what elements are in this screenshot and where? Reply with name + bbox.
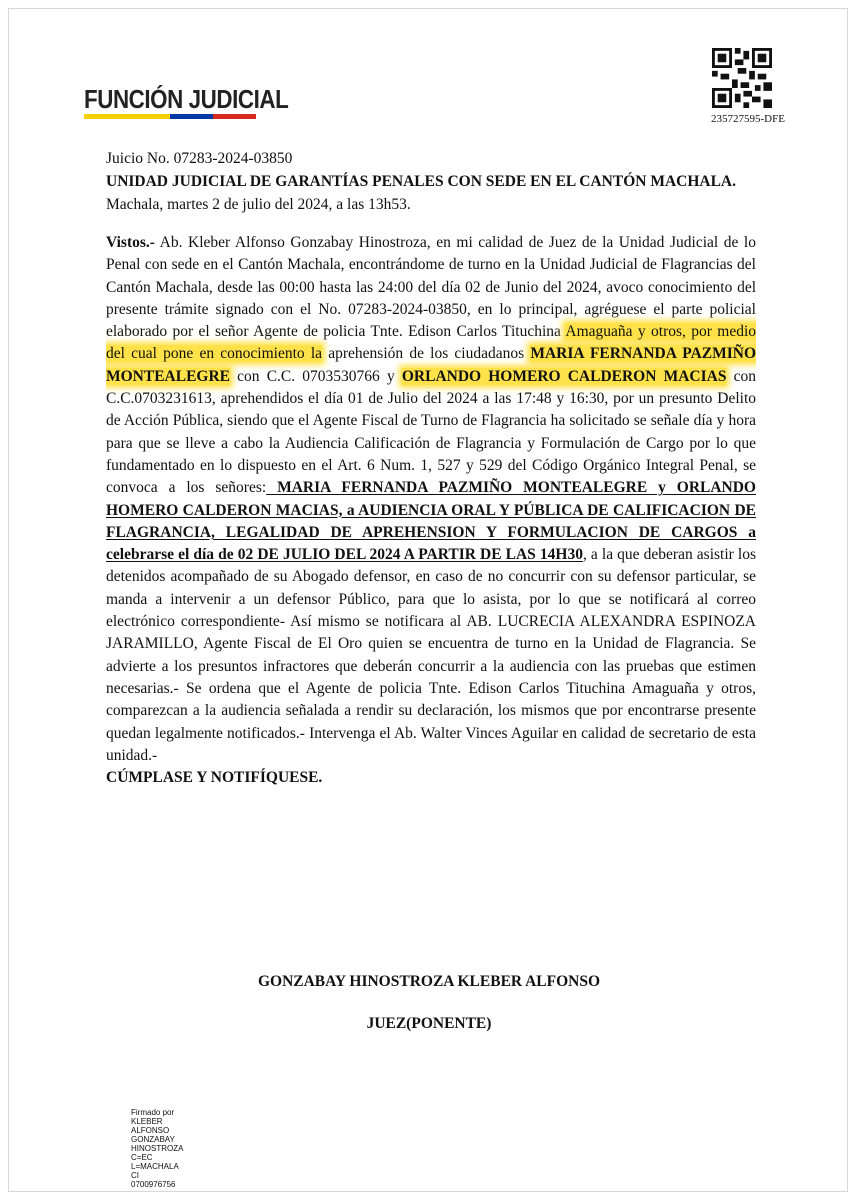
stamp-line: HINOSTROZA [131,1144,184,1153]
court-name: UNIDAD JUDICIAL DE GARANTÍAS PENALES CON SEDE EN EL CANTÓN MACHALA. [106,173,736,190]
judge-role: JUEZ(PONENTE) [366,1015,492,1032]
stamp-line: CI [131,1171,139,1180]
body-aprehension: aprehensión de los ciudadanos [322,345,531,363]
cumplase-line: CÚMPLASE Y NOTIFÍQUESE. [106,769,323,787]
detainee-1-name: MARIA FERNANDA PAZMIÑO MONTEALEGRE [106,345,757,385]
convocatoria-underlined: MARIA FERNANDA PAZMIÑO MONTEALEGRE y ORLANDO HOMERO CALDERON MACIAS, a AUDIENCIA ORAL Y PÚBLICA DE CALIFICACION DE FLAGRANCIA, LEGALIDAD DE APREHENSION Y FORMULACION DE CARGOS a celebrarse el día de 02 DE JULIO DEL 2024 A PARTIR DE LAS 14H30 [106,479,756,564]
stamp-line: C=EC [131,1153,153,1162]
electronic-signature-stamp [131,1108,221,1189]
body-cc-1: con C.C. 0703530766 y [230,367,402,385]
stamp-line: L=MACHALA [131,1162,179,1171]
logo-flag-stripe [84,114,256,119]
stamp-line: 0700976756 [131,1180,176,1189]
document-header [106,147,756,216]
body-intro: Ab. Kleber Alfonso Gonzabay Hinostroza, en mi calidad de Juez de la Unidad Judicial de lo Penal con sede en el Cantón Machala, encontrándome de turno en la Unidad Judicial de Flagrancias del Cantón Machala, desde las 00:00 hasta las 24:00 del día 02 de Junio del 2024, avoco conocimiento del presente trámite signado con el No. 07283-2024-03850, en lo principal, agréguese el parte policial elaborado por el señor Agente de policia Tnte. Edison Carlos Tituchina [106,234,756,341]
funcion-judicial-logo: FUNCIÓN JUDICIAL [84,84,289,114]
stamp-line: ALFONSO [131,1126,170,1135]
flag-red [213,114,256,119]
court-and-date [106,170,756,216]
flag-blue [170,114,213,119]
highlight-amaguana: Amaguaña y otros, por medio del cual pone en conocimiento la [106,323,756,363]
date-line: Machala, martes 2 de julio del 2024, a las 13h53. [106,196,411,213]
body-main: aprehendidos el día 01 de Julio del 2024 a las 17:48 y 16:30, por un presunto Delito de Acción Pública, siendo que el Agente Fiscal de Turno de Flagrancia ha solicitado se señale día y hora para que se lleve a cabo la Audiencia Calificación de Flagrancia y Formulación de Cargo por lo que fundamentado en lo dispuesto en el Art. 6 Num. 1, 527 y 529 del Código Orgánico Integral Penal, se convoca a los señores: [106,390,756,497]
highlight-name-2 [402,368,727,385]
qr-code-icon [712,48,772,108]
judge-name: GONZABAY HINOSTROZA KLEBER ALFONSO [257,973,601,990]
detainee-2-name: ORLANDO HOMERO CALDERON MACIAS [401,367,727,385]
vistos-label: Vistos.- [106,234,155,251]
case-number: Juicio No. 07283-2024-03850 [106,150,293,167]
stamp-line: KLEBER [131,1117,163,1126]
stamp-line: Firmado por [131,1108,175,1117]
body-cc-2: con C.C.0703231613, [106,367,756,408]
document-body [106,232,756,789]
flag-yellow [84,114,170,119]
body-rest: , a la que deberan asistir los detenidos acompañado de su Abogado defensor, en caso de no concurrir con su defensor particular, se manda a intervenir a un defensor Público, para que lo asista, por lo que se notificará al correo electrónico correspondiente- Así mismo se notificara al AB. LUCRECIA ALEXANDRA ESPINOZA JARAMILLO, Agente Fiscal de El Oro quien se encuentra de turno en la Unidad de Flagrancia. Se advierte a los presuntos infractores que deberán concurrir a la audiencia con las pruebas que estimen necesarias.- Se ordena que el Agente de policia Tnte. Edison Carlos Tituchina Amaguaña y otros, comparezcan a la audiencia señalada a rendir su declaración, los mismos que por encontrarse presente quedan legalmente notificados.- Intervenga el Ab. Walter Vinces Aguilar en calidad de secretario de esta unidad.- [106,546,757,764]
qr-reference-code: 235727595-DFE [711,113,785,125]
stamp-line: GONZABAY [131,1135,175,1144]
